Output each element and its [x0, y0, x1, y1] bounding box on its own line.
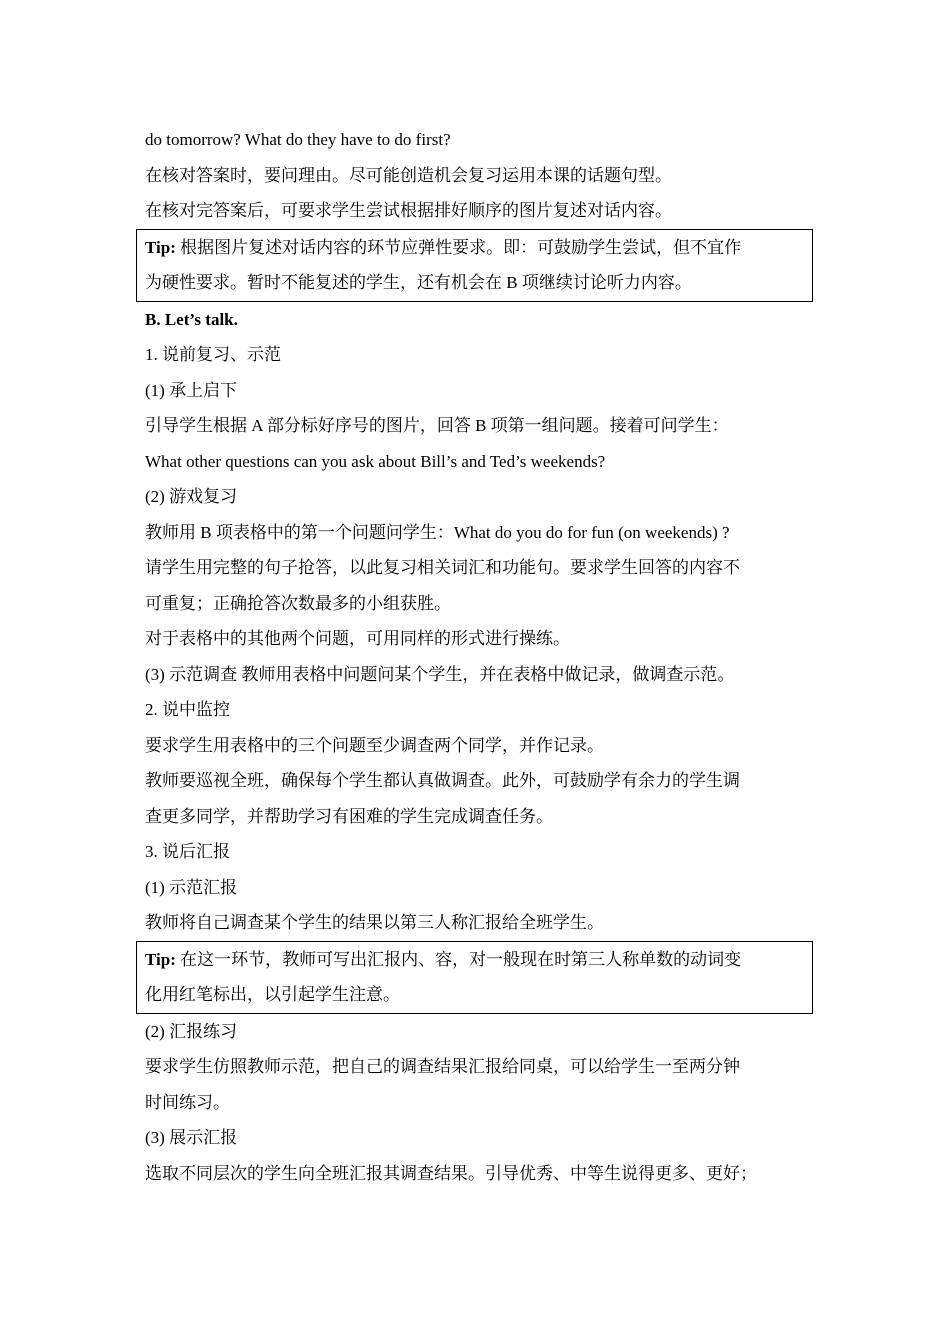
text-line: 引导学生根据 A 部分标好序号的图片，回答 B 项第一组问题。接着可问学生：: [145, 416, 729, 435]
text-line: 教师将自己调查某个学生的结果以第三人称汇报给全班学生。: [145, 913, 604, 932]
text-line: (1) 示范汇报: [145, 877, 238, 897]
tip-line: [145, 942, 812, 978]
tip-label: Tip:: [145, 237, 176, 257]
tip-label: Tip:: [145, 949, 176, 969]
text-line: (3) 展示汇报: [145, 1128, 238, 1147]
text-line: 要求学生仿照教师示范，把自己的调查结果汇报给同桌，可以给学生一至两分钟: [145, 1057, 740, 1076]
section-heading: B. Let’s talk.: [145, 309, 238, 329]
text-line: (1) 承上启下: [145, 380, 238, 400]
text-line: 1. 说前复习、示范: [145, 345, 281, 364]
text-line: 教师要巡视全班，确保每个学生都认真做调查。此外，可鼓励学有余力的学生调: [145, 771, 740, 790]
tip-line: 为硬性要求。暂时不能复述的学生，还有机会在 B 项继续讨论听力内容。: [145, 273, 692, 292]
text-line: 要求学生用表格中的三个问题至少调查两个同学，并作记录。: [145, 735, 604, 755]
text-line: 2. 说中监控: [145, 700, 230, 719]
text-line: (2) 汇报练习: [145, 1021, 238, 1041]
tip-box: [136, 229, 813, 302]
text-line: 请学生用完整的句子抢答，以此复习相关词汇和功能句。要求学生回答的内容不: [145, 558, 740, 577]
text-line: 教师用 B 项表格中的第一个问题问学生：What do you do for fun (on weekends) ?: [145, 522, 730, 542]
tip-line: 化用红笔标出，以引起学生注意。: [145, 985, 400, 1004]
text-line: 3. 说后汇报: [145, 842, 230, 861]
tip-text: 根据图片复述对话内容的环节应弹性要求。即：可鼓励学生尝试，但不宜作: [180, 237, 742, 257]
text-line: 查更多同学，并帮助学习有困难的学生完成调查任务。: [145, 806, 553, 826]
tip-line: [145, 230, 812, 266]
text-line: 选取不同层次的学生向全班汇报其调查结果。引导优秀、中等生说得更多、更好；: [145, 1163, 757, 1183]
text-line: (2) 游戏复习: [145, 487, 238, 506]
tip-box: [136, 941, 813, 1014]
text-line: 可重复；正确抢答次数最多的小组获胜。: [145, 593, 451, 613]
text-line: do tomorrow? What do they have to do first?: [145, 130, 451, 149]
text-line: What other questions can you ask about Bill’s and Ted’s weekends?: [145, 451, 606, 471]
tip-text: 在这一环节，教师可写出汇报内、容，对一般现在时第三人称单数的动词变: [180, 949, 742, 969]
text-line: 时间练习。: [145, 1092, 230, 1112]
text-line: 在核对完答案后，可要求学生尝试根据排好顺序的图片复述对话内容。: [145, 201, 672, 220]
text-line: 对于表格中的其他两个问题，可用同样的形式进行操练。: [145, 629, 570, 648]
text-line: 在核对答案时，要问理由。尽可能创造机会复习运用本课的话题句型。: [145, 165, 672, 185]
document-body: [145, 122, 815, 1191]
text-line: (3) 示范调查 教师用表格中问题问某个学生，并在表格中做记录，做调查示范。: [145, 664, 735, 684]
